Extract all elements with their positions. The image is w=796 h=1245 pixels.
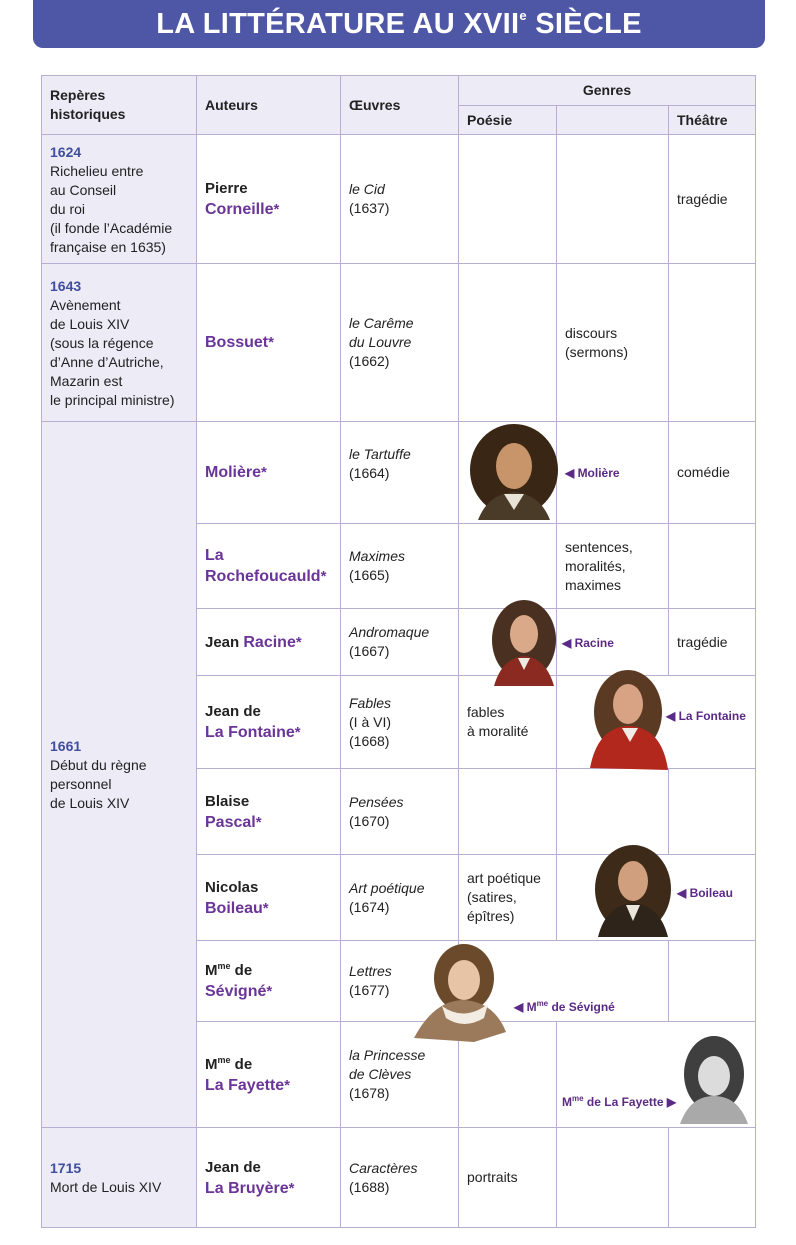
portrait-la-fontaine [588, 670, 670, 772]
caption-moliere: ◀ Molière [565, 466, 620, 480]
caption-racine: ◀ Racine [562, 636, 614, 650]
author-la-fontaine: Jean de La Fontaine* [196, 675, 341, 769]
period-1661: 1661 Début du règne personnel de Louis XIV [41, 421, 197, 1128]
header-reperes: Repères historiques [41, 75, 197, 135]
work-tartuffe: le Tartuffe (1664) [340, 421, 459, 524]
poesie-lafontaine: fables à moralité [458, 675, 557, 769]
cell-prose-6 [556, 768, 669, 855]
work-lettres: Lettres (1677) [340, 940, 459, 1022]
theatre-corneille: tragédie [668, 134, 756, 264]
poesie-la-bruyere: portraits [458, 1127, 557, 1228]
period-1624: 1624 Richelieu entre au Conseil du roi (il fonde l’Académie française en 1635) [41, 134, 197, 264]
cell-poesie-1 [458, 263, 557, 422]
author-racine: Jean Racine* [196, 608, 341, 676]
caption-sevigne: ◀ $M^{me}$ de Sévigné [514, 999, 615, 1014]
caption-la-fontaine: ◀ La Fontaine [666, 709, 746, 723]
work-andromaque: Andromaque (1667) [340, 608, 459, 676]
work-princesse-de-cleves: la Princesse de Clèves (1678) [340, 1021, 459, 1128]
work-maximes: Maximes (1665) [340, 523, 459, 609]
portrait-boileau [592, 845, 674, 937]
caption-la-fayette: $M^{me}$ de La Fayette ▶ [562, 1094, 677, 1109]
author-pascal: Blaise Pascal* [196, 768, 341, 855]
cell-theatre-1 [668, 263, 756, 422]
period-1715: 1715 Mort de Louis XIV [41, 1127, 197, 1228]
cell-theatre-6 [668, 768, 756, 855]
header-theatre: Théâtre [668, 105, 756, 135]
cell-poesie-3 [458, 523, 557, 609]
work-careme: le Carême du Louvre (1662) [340, 263, 459, 422]
work-caracteres: Caractères (1688) [340, 1127, 459, 1228]
portrait-moliere [468, 424, 560, 520]
caption-boileau: ◀ Boileau [677, 886, 733, 900]
portrait-sevigne [414, 942, 506, 1042]
header-poesie: Poésie [458, 105, 557, 135]
author-bossuet: Bossuet* [196, 263, 341, 422]
cell-theatre-10 [668, 1127, 756, 1228]
prose-bossuet: discours (sermons) [556, 263, 669, 422]
portrait-racine [488, 600, 560, 686]
author-moliere: Molière* [196, 421, 341, 524]
theatre-moliere: comédie [668, 421, 756, 524]
cell-prose-0 [556, 134, 669, 264]
work-art-poetique: Art poétique (1674) [340, 854, 459, 941]
header-genres: Genres [458, 75, 756, 106]
header-prose [556, 105, 669, 135]
page-title: LA LITTÉRATURE AU XVIIe SIÈCLE [156, 7, 642, 40]
prose-rochefoucauld: sentences, moralités, maximes [556, 523, 669, 609]
work-le-cid: le Cid (1637) [340, 134, 459, 264]
author-corneille: Pierre Corneille* [196, 134, 341, 264]
header-auteurs: Auteurs [196, 75, 341, 135]
cell-prose-10 [556, 1127, 669, 1228]
period-1643: 1643 Avènement de Louis XIV (sous la régence d’Anne d’Autriche, Mazarin est le principal ministre) [41, 263, 197, 422]
author-la-bruyere: Jean de La Bruyère* [196, 1127, 341, 1228]
portrait-la-fayette [674, 1034, 750, 1124]
cell-poesie-6 [458, 768, 557, 855]
cell-poesie-0 [458, 134, 557, 264]
author-boileau: Nicolas Boileau* [196, 854, 341, 941]
header-oeuvres: Œuvres [340, 75, 459, 135]
work-fables: Fables (I à VI) (1668) [340, 675, 459, 769]
cell-theatre-8 [668, 940, 756, 1022]
author-la-fayette: $M^{me}$ de La Fayette* [196, 1021, 341, 1128]
author-la-rochefoucauld: La Rochefoucauld* [196, 523, 341, 609]
author-sevigne: $M^{me}$ de Sévigné* [196, 940, 341, 1022]
work-pensees: Pensées (1670) [340, 768, 459, 855]
cell-theatre-3 [668, 523, 756, 609]
theatre-racine: tragédie [668, 608, 756, 676]
poesie-boileau: art poétique (satires, épîtres) [458, 854, 557, 941]
